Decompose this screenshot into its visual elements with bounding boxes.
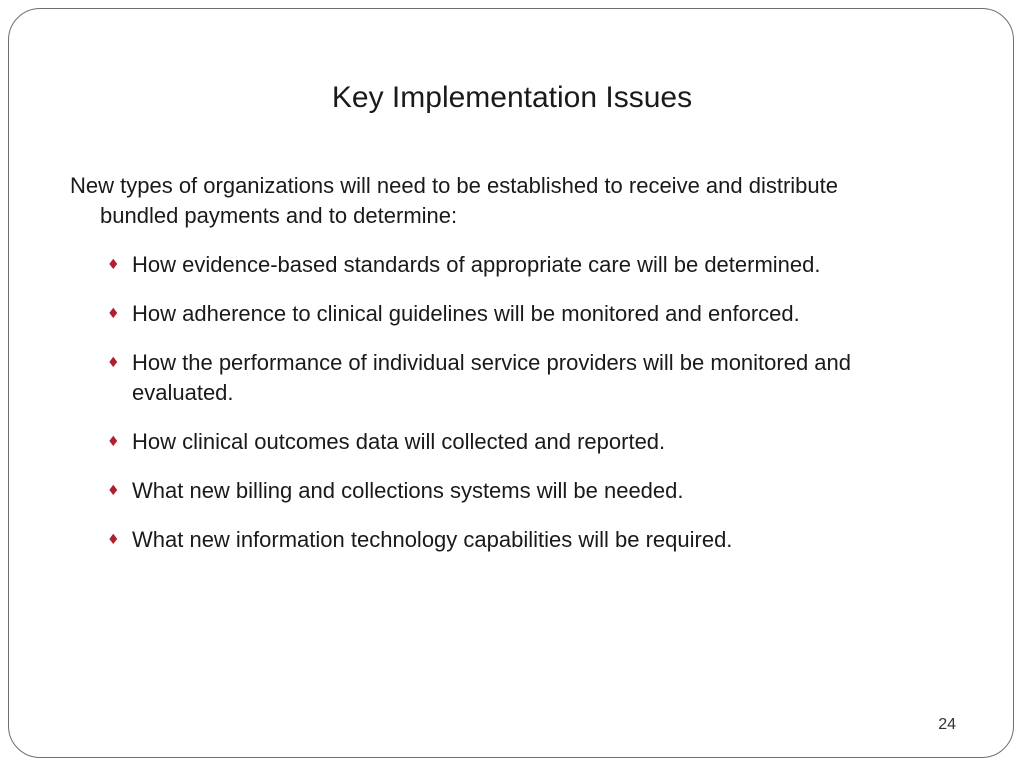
list-item xyxy=(105,299,955,329)
bullet-text: How clinical outcomes data will collected and reported. xyxy=(132,429,666,454)
bullet-text: How adherence to clinical guidelines will be monitored and enforced. xyxy=(132,301,800,326)
bullet-text: How evidence-based standards of appropriate care will be determined. xyxy=(132,252,821,277)
bullet-text: What new information technology capabilities will be required. xyxy=(132,527,733,552)
list-item xyxy=(105,476,955,506)
diamond-bullet-icon: ♦ xyxy=(107,306,120,322)
list-item xyxy=(105,427,955,457)
bullet-list xyxy=(105,250,955,574)
list-item xyxy=(105,525,955,555)
intro-paragraph: New types of organizations will need to be established to receive and distribute bundled payments and to determine: xyxy=(70,173,839,228)
diamond-bullet-icon: ♦ xyxy=(107,434,120,450)
diamond-bullet-icon: ♦ xyxy=(107,355,120,371)
bullet-text: What new billing and collections systems will be needed. xyxy=(132,478,684,503)
bullet-text: How the performance of individual service providers will be monitored and evaluated. xyxy=(132,350,852,405)
diamond-bullet-icon: ♦ xyxy=(107,483,120,499)
list-item xyxy=(105,250,955,280)
diamond-bullet-icon: ♦ xyxy=(107,257,120,273)
diamond-bullet-icon: ♦ xyxy=(107,532,120,548)
page-number: 24 xyxy=(938,716,956,733)
list-item xyxy=(105,348,955,408)
slide-title: Key Implementation Issues xyxy=(331,81,693,114)
